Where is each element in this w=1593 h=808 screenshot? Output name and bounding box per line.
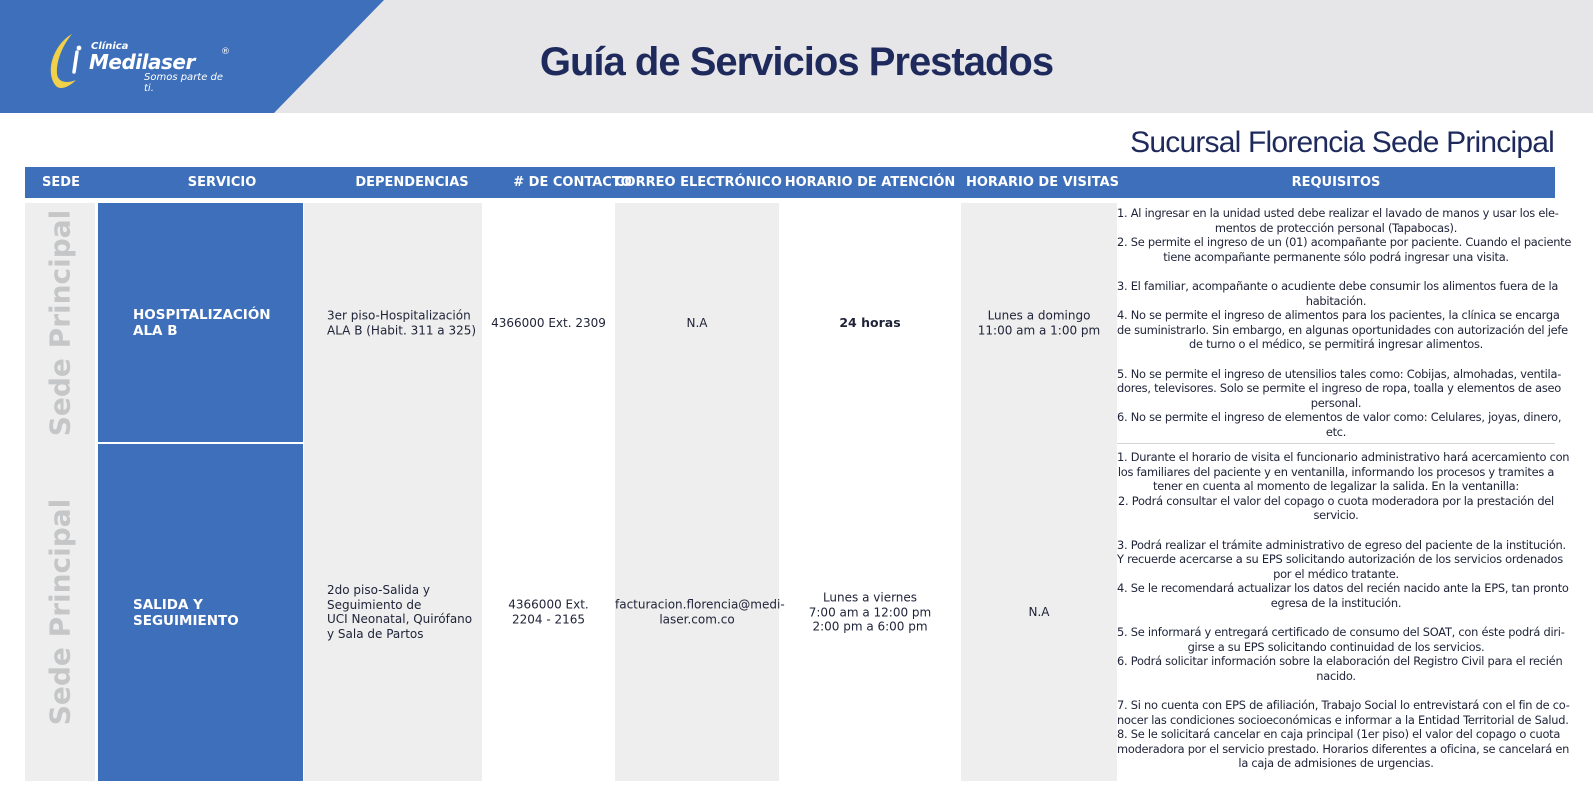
servicio-name: SALIDA Y SEGUIMIENTO	[133, 596, 239, 629]
requisito-spacer	[1117, 352, 1555, 367]
requisito-line: los familiares del paciente y en ventanilla, informando los procesos y tramites a	[1117, 464, 1555, 479]
requisito-line: tiene acompañante permanente sólo podrá ingresar una visita.	[1163, 249, 1509, 264]
requisito-line: dores, televisores. Solo se permite el ingreso de ropa, toalla y elementos de aseo	[1117, 381, 1562, 396]
logo-tagline: Somos parte de ti.	[144, 72, 224, 94]
requisito-line: 4. No se permite el ingreso de alimentos para los pacientes, la clínica se encarga	[1117, 308, 1560, 323]
requisito-line: de suministrarlo. Sin embargo, en algunas oportunidades con autorización del jefe	[1117, 322, 1568, 337]
table-row-2-servicio	[98, 444, 303, 781]
header-requisitos: REQUISITOS	[1291, 175, 1381, 190]
page-title: Guía de Servicios Prestados	[539, 40, 1054, 84]
table-row-2-requisitos	[1117, 450, 1570, 771]
table-row-2-sede	[25, 443, 95, 781]
table-row-1-horario-visitas	[961, 203, 1117, 443]
servicio-name: HOSPITALIZACIÓN ALA B	[133, 306, 271, 339]
requisito-line: 2. Podrá consultar el valor del copago o cuota moderadora por la prestación del	[1118, 493, 1554, 508]
brand-logo	[46, 32, 236, 92]
requisito-line: egresa de la institución.	[1270, 595, 1402, 610]
horario-visitas-text: Lunes a domingo 11:00 am a 1:00 pm	[977, 308, 1101, 337]
requisito-line: 8. Se le solicitará cancelar en caja principal (1er piso) el valor del copago o cuota	[1117, 727, 1561, 742]
requisito-line: 6. No se permite el ingreso de elementos de valor como: Celulares, joyas, dinero,	[1117, 410, 1562, 425]
requisito-line: servicio.	[1313, 508, 1359, 523]
requisito-line: 5. Se informará y entregará certificado de consumo del SOAT, con éste podrá diri-	[1117, 625, 1565, 640]
table-row-1-correo	[615, 203, 779, 443]
correo-text: N.A	[686, 315, 708, 330]
header-contacto: # DE CONTACTO	[513, 175, 632, 190]
requisito-line: por el médico tratante.	[1273, 566, 1399, 581]
table-row-1-horario-atencion	[779, 203, 961, 443]
table-row-2-contacto	[482, 443, 615, 781]
table-row-1-contacto	[482, 203, 615, 443]
header-horario-visitas: HORARIO DE VISITAS	[965, 175, 1119, 190]
header-horario-atencion: HORARIO DE ATENCIÓN	[784, 175, 956, 190]
dependencias-text: 2do piso-Salida y Seguimiento de UCI Neonatal, Quirófano y Sala de Partos	[327, 583, 473, 641]
requisito-spacer	[1117, 264, 1555, 279]
requisito-line: de turno o el médico, se permitirá ingresar alimentos.	[1188, 337, 1484, 352]
table-row-1-servicio	[98, 203, 303, 442]
header-sede: SEDE	[42, 175, 80, 190]
requisito-spacer	[1117, 684, 1555, 699]
requisito-line: 7. Si no cuenta con EPS de afiliación, Trabajo Social lo entrevistará con el fin de co-	[1117, 698, 1570, 713]
table-row-2-dependencias	[304, 443, 482, 781]
horario-visitas-text: N.A	[1028, 604, 1050, 619]
contacto-text: 4366000 Ext. 2309	[491, 315, 606, 330]
sede-label: Sede Principal	[43, 209, 77, 437]
requisito-line: 6. Podrá solicitar información sobre la elaboración del Registro Civil para el recién	[1117, 654, 1563, 669]
table-row-1-dependencias	[304, 203, 482, 443]
requisito-line: moderadora por el servicio prestado. Horarios diferentes a oficina, se cancelará en	[1117, 741, 1570, 756]
requisito-line: 5. No se permite el ingreso de utensilios tales como: Cobijas, almohadas, ventila-	[1117, 366, 1562, 381]
sede-label: Sede Principal	[43, 498, 77, 726]
table-row-2-horario-atencion	[779, 443, 961, 781]
requisito-line: 2. Se permite el ingreso de un (01) acompañante por paciente. Cuando el paciente	[1117, 235, 1572, 250]
requisito-line: 1. Durante el horario de visita el funcionario administrativo hará acercamiento con	[1117, 450, 1570, 464]
requisito-line: girse a su EPS solicitando continuidad de los servicios.	[1187, 639, 1485, 654]
table-header	[25, 167, 1555, 198]
horario-atencion-text: Lunes a viernes 7:00 am a 12:00 pm 2:00 pm a 6:00 pm	[808, 590, 932, 634]
requisito-line: habitación.	[1305, 293, 1367, 308]
table-row-1-sede	[25, 203, 95, 443]
requisito-line: tener en cuenta al momento de legalizar la salida. En la ventanilla:	[1153, 479, 1519, 494]
requisito-line: 3. Podrá realizar el trámite administrativo de egreso del paciente de la institución.	[1117, 537, 1566, 552]
logo-registered-mark: ®	[221, 47, 230, 57]
table-row-2-horario-visitas	[961, 443, 1117, 781]
requisito-spacer	[1117, 611, 1555, 626]
row-separator	[1117, 443, 1555, 444]
requisito-line: 1. Al ingresar en la unidad usted debe realizar el lavado de manos y usar los ele-	[1117, 206, 1559, 220]
requisito-line: nocer las condiciones socioeconómicas e informar a la Entidad Territorial de Salud.	[1117, 712, 1569, 727]
requisito-line: 3. El familiar, acompañante o acudiente debe consumir los alimentos fuera de la	[1117, 278, 1559, 293]
logo-name-text: Medilaser	[89, 50, 195, 74]
requisito-line: mentos de protección personal (Tapabocas).	[1214, 220, 1458, 235]
table-row-1-requisitos	[1117, 206, 1572, 440]
requisito-line: etc.	[1325, 424, 1347, 439]
requisito-line: nacido.	[1316, 668, 1356, 683]
requisito-line: la caja de admisiones de urgencias.	[1238, 756, 1434, 771]
requisito-line: personal.	[1310, 395, 1362, 410]
contacto-text: 4366000 Ext. 2204 - 2165	[508, 597, 589, 626]
correo-text: facturacion.florencia@medi- laser.com.co	[615, 597, 785, 626]
header-servicio: SERVICIO	[187, 175, 257, 190]
header-correo: CORREO ELECTRÓNICO	[615, 175, 782, 190]
logo-clinica-text: Clínica	[91, 41, 129, 52]
requisito-line: 4. Se le recomendará actualizar los datos del recién nacido ante la EPS, tan pronto	[1117, 581, 1569, 596]
dependencias-text: 3er piso-Hospitalización ALA B (Habit. 311 a 325)	[327, 308, 477, 337]
branch-title: Sucursal Florencia Sede Principal	[1130, 126, 1554, 159]
header-dependencias: DEPENDENCIAS	[355, 175, 469, 190]
horario-atencion-text: 24 horas	[839, 314, 901, 330]
requisito-line: Y recuerde acercarse a su EPS solicitando autorización de los servicios ordenados	[1117, 552, 1563, 567]
requisito-spacer	[1117, 523, 1555, 538]
table-row-2-correo	[615, 443, 785, 781]
